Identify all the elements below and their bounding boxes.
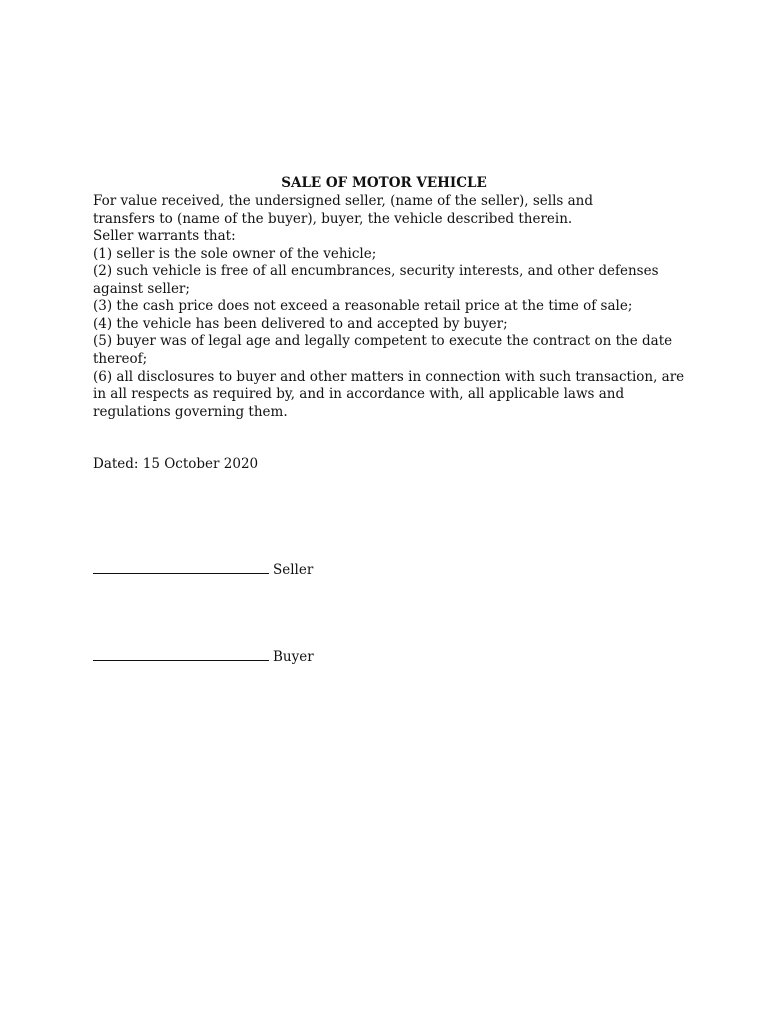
buyer-signature	[93, 648, 314, 667]
seller-label: Seller	[273, 562, 314, 578]
seller-signature	[93, 561, 313, 580]
warranty-item-6-cont: regulations governing them.	[93, 404, 288, 420]
dated-line: Dated: 15 October 2020	[93, 456, 259, 472]
buyer-label: Buyer	[273, 649, 314, 665]
warranty-item-2-cont: against seller;	[93, 281, 190, 297]
warranty-item-1: (1) seller is the sole owner of the vehicle;	[93, 246, 377, 262]
buyer-signature-line[interactable]	[93, 648, 269, 661]
warranty-item-3: (3) the cash price does not exceed a reasonable retail price at the time of sale;	[93, 298, 633, 314]
body-line: transfers to (name of the buyer), buyer, the vehicle described therein.	[93, 211, 573, 227]
warranty-item-6-cont: in all respects as required by, and in accordance with, all applicable laws and	[93, 386, 625, 402]
body-line: Seller warrants that:	[93, 228, 236, 244]
warranty-item-4: (4) the vehicle has been delivered to and accepted by buyer;	[93, 316, 508, 332]
document-title: SALE OF MOTOR VEHICLE	[281, 175, 487, 191]
warranty-item-2: (2) such vehicle is free of all encumbrances, security interests, and other defenses	[93, 263, 659, 279]
warranty-item-5: (5) buyer was of legal age and legally competent to execute the contract on the date	[93, 333, 673, 349]
warranty-item-5-cont: thereof;	[93, 351, 148, 367]
body-line: For value received, the undersigned seller, (name of the seller), sells and	[93, 193, 594, 209]
warranty-item-6: (6) all disclosures to buyer and other matters in connection with such transaction, are	[93, 369, 685, 385]
seller-signature-line[interactable]	[93, 561, 269, 574]
